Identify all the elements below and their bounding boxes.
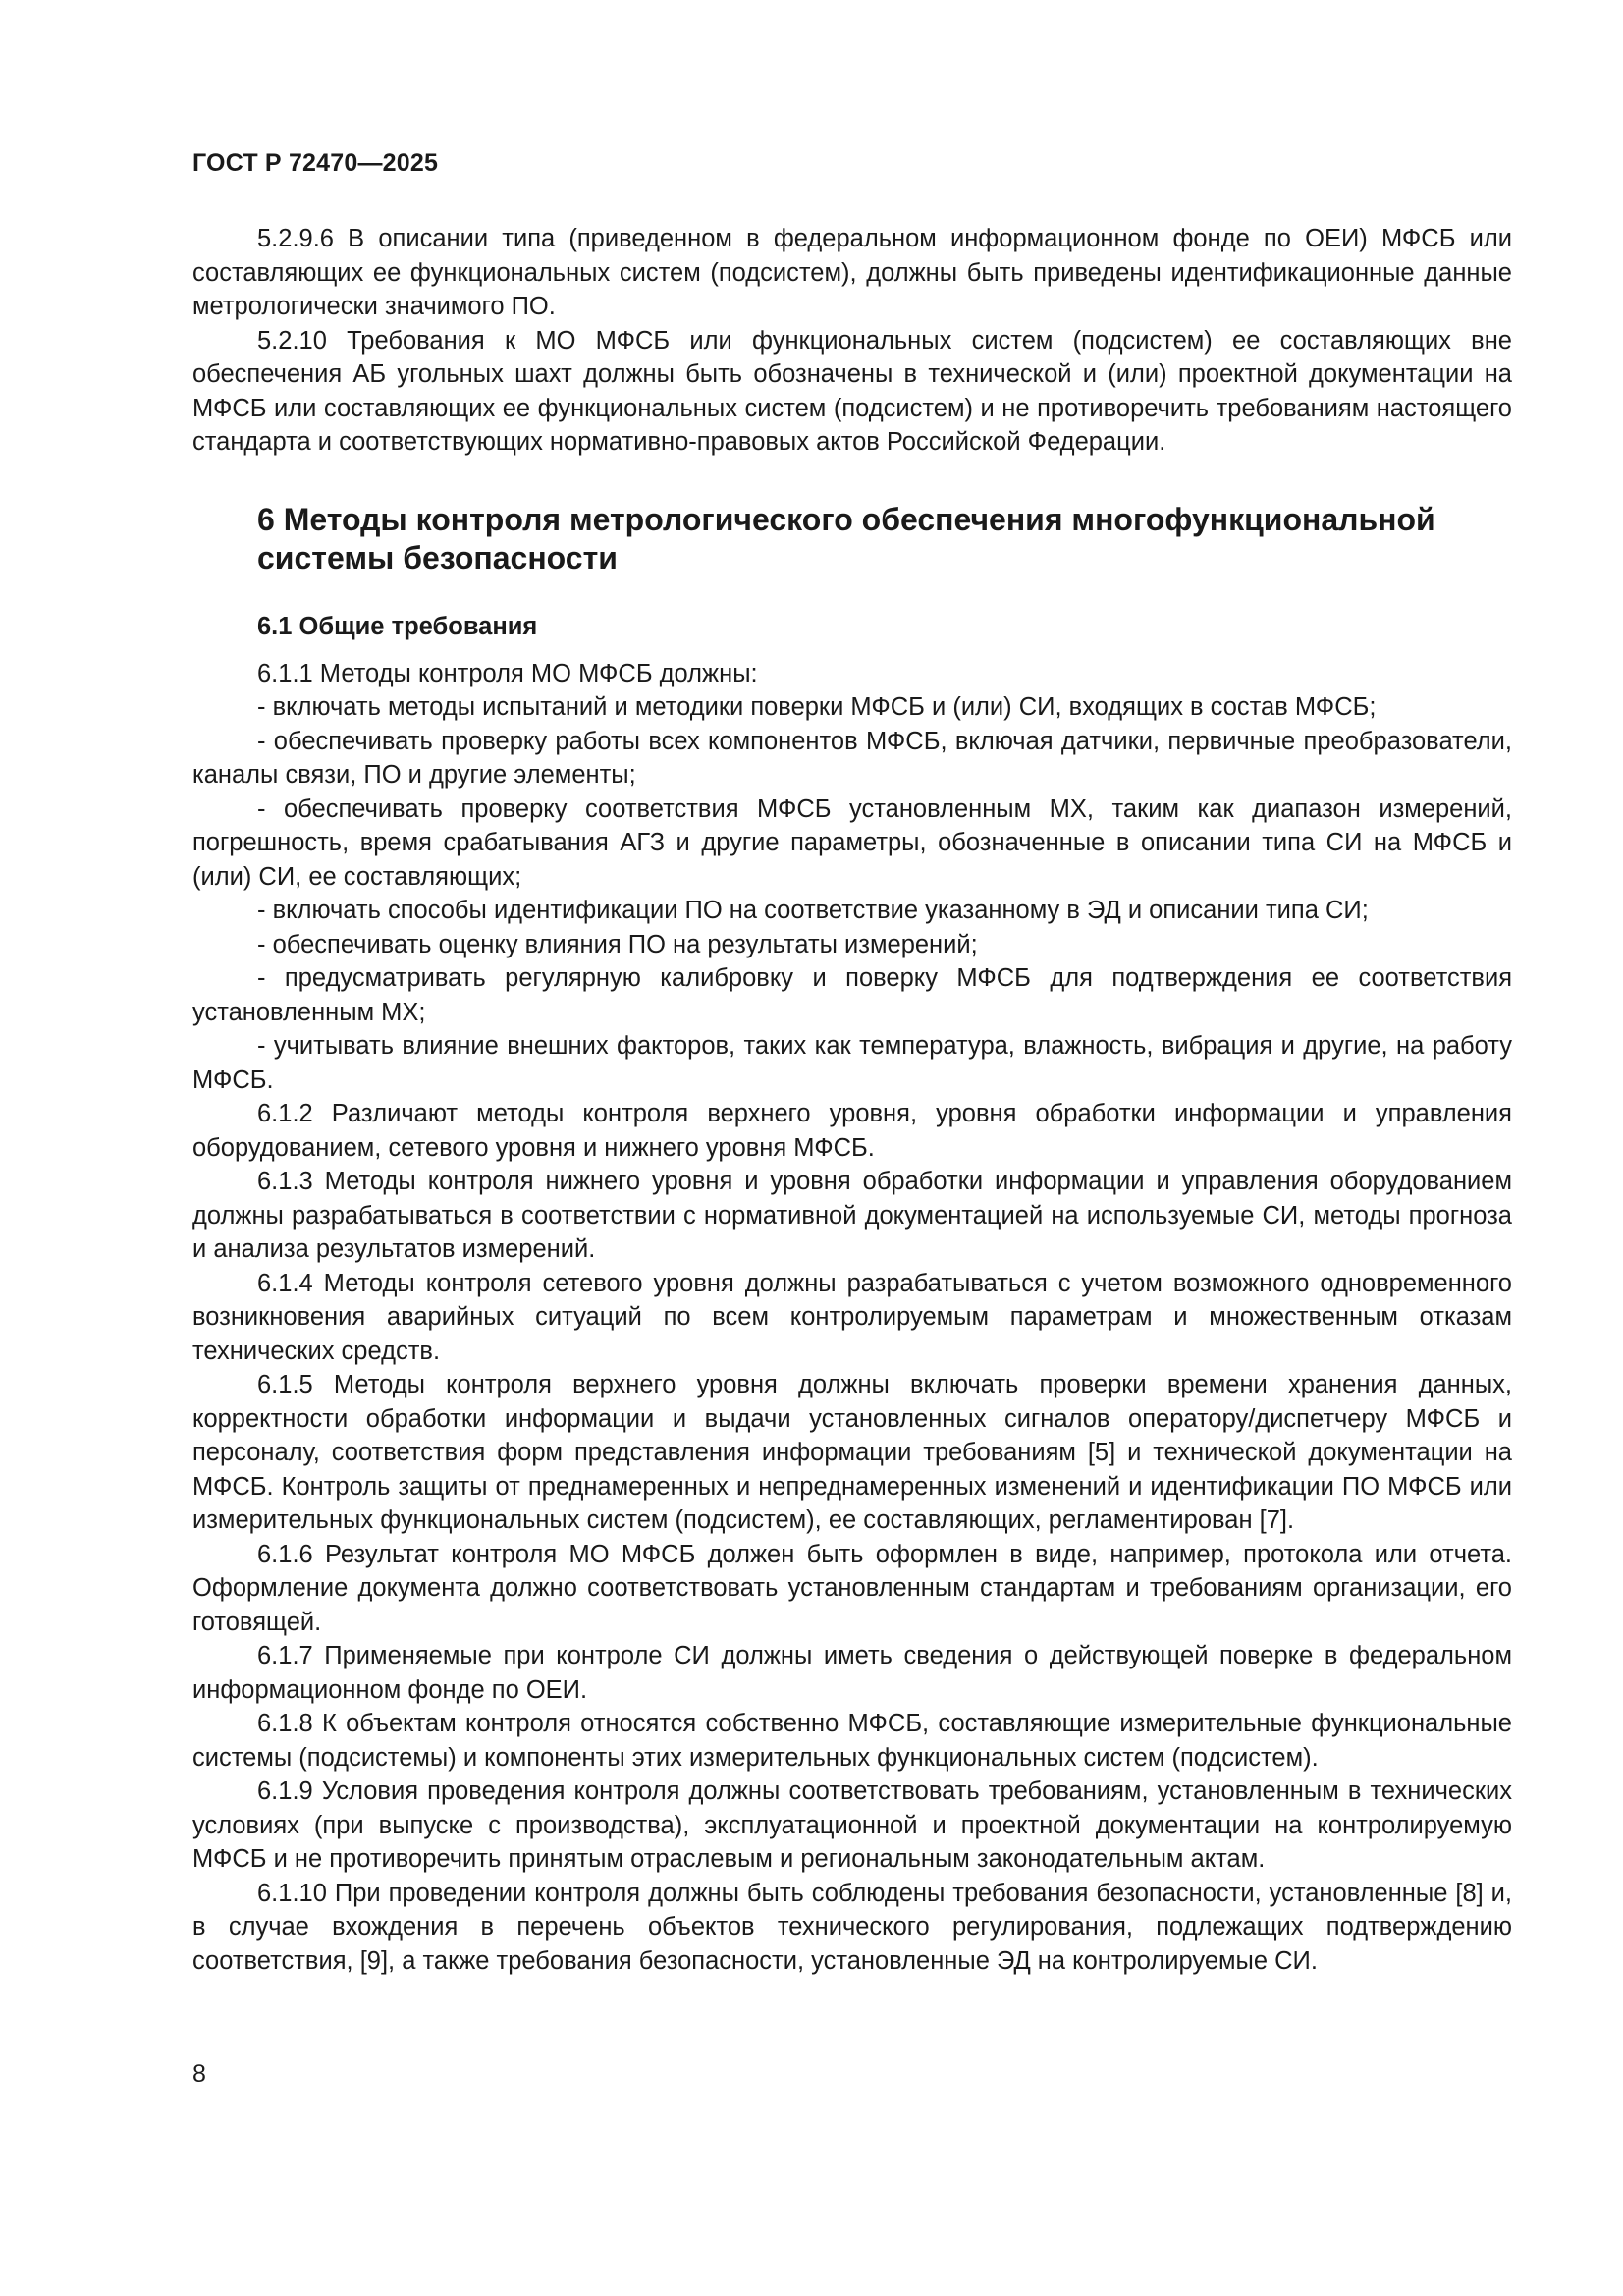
document-code-header: ГОСТ Р 72470—2025 <box>192 149 439 177</box>
list-item: - обеспечивать проверку соответствия МФСБ установленным МХ, таким как диапазон измерений, погрешность, время срабатывания АГЗ и другие параметры, обозначенные в описании типа СИ на МФСБ и (или) СИ, ее составляющих; <box>192 794 1512 891</box>
list-item: - включать способы идентификации ПО на соответствие указанному в ЭД и описании типа СИ; <box>257 897 1369 924</box>
paragraph-5-2-9-6: 5.2.9.6 В описании типа (приведенном в федеральном информационном фонде по ОЕИ) МФСБ или составляющих ее функциональных систем (подсистем), должны быть приведены идентификационные данные метрологически значимого ПО. <box>192 225 1512 320</box>
paragraph-6-1-3: 6.1.3 Методы контроля нижнего уровня и уровня обработки информации и управления оборудованием должны разрабатываться в соответствии с нормативной документацией на используемые СИ, методы прогноза и анализа результатов измерений. <box>192 1168 1512 1263</box>
section-title: 6 Методы контроля метрологического обеспечения многофункциональной системы безопасности <box>257 501 1435 575</box>
paragraph-6-1-5: 6.1.5 Методы контроля верхнего уровня должны включать проверки времени хранения данных, корректности обработки информации и выдачи установленных сигналов оператору/диспетчеру МФСБ и персоналу, соответствия форм представления информации требованиям [5] и технической документации на МФСБ. Контроль защиты от преднамеренных и непреднамеренных изменений и идентификации ПО МФСБ или измерительных функциональных систем (подсистем), ее составляющих, регламентирован [7]. <box>192 1371 1512 1534</box>
document-body <box>192 222 1512 1978</box>
list-item: - включать методы испытаний и методики поверки МФСБ и (или) СИ, входящих в состав МФСБ; <box>257 693 1377 721</box>
subsection-title: 6.1 Общие требования <box>257 612 538 640</box>
paragraph-6-1-8: 6.1.8 К объектам контроля относятся собственно МФСБ, составляющие измерительные функциональные системы (подсистемы) и компоненты этих измерительных функциональных систем (подсистем). <box>192 1710 1512 1772</box>
list-item: - обеспечивать оценку влияния ПО на результаты измерений; <box>257 930 978 958</box>
paragraph-6-1-2: 6.1.2 Различают методы контроля верхнего уровня, уровня обработки информации и управления оборудованием, сетевого уровня и нижнего уровня МФСБ. <box>192 1100 1512 1162</box>
paragraph-6-1-7: 6.1.7 Применяемые при контроле СИ должны иметь сведения о действующей поверке в федеральном информационном фонде по ОЕИ. <box>192 1642 1512 1704</box>
list-item: - учитывать влияние внешних факторов, таких как температура, влажность, вибрация и другие, на работу МФСБ. <box>192 1032 1512 1094</box>
paragraph-5-2-10: 5.2.10 Требования к МО МФСБ или функциональных систем (подсистем) ее составляющих вне обеспечения АБ угольных шахт должны быть обозначены в технической и (или) проектной документации на МФСБ или составляющих ее функциональных систем (подсистем) и не противоречить требованиям настоящего стандарта и соответствующих нормативно-правовых актов Российской Федерации. <box>192 326 1512 456</box>
paragraph-6-1-10: 6.1.10 При проведении контроля должны быть соблюдены требования безопасности, установленные [8] и, в случае вхождения в перечень объектов технического регулирования, подлежащих подтверждению соответствия, [9], а также требования безопасности, установленные ЭД на контролируемые СИ. <box>192 1879 1512 1975</box>
paragraph-6-1-9: 6.1.9 Условия проведения контроля должны соответствовать требованиям, установленным в технических условиях (при выпуске с производства), эксплуатационной и проектной документации на контролируемую МФСБ и не противоречить принятым отраслевым и региональным законодательным актам. <box>192 1777 1512 1873</box>
paragraph-6-1-6: 6.1.6 Результат контроля МО МФСБ должен быть оформлен в виде, например, протокола или отчета. Оформление документа должно соответствовать установленным стандартам и требованиям организации, его готовящей. <box>192 1540 1512 1636</box>
paragraph-6-1-4: 6.1.4 Методы контроля сетевого уровня должны разрабатываться с учетом возможного одновременного возникновения аварийных ситуаций по всем контролируемым параметрам и множественным отказам технических средств. <box>192 1269 1512 1365</box>
page-number: 8 <box>192 2060 206 2088</box>
paragraph-6-1-1: 6.1.1 Методы контроля МО МФСБ должны: <box>257 659 758 687</box>
list-item: - предусматривать регулярную калибровку и поверку МФСБ для подтверждения ее соответствия установленным МХ; <box>192 964 1512 1026</box>
list-item: - обеспечивать проверку работы всех компонентов МФСБ, включая датчики, первичные преобразователи, каналы связи, ПО и другие элементы; <box>192 727 1512 789</box>
